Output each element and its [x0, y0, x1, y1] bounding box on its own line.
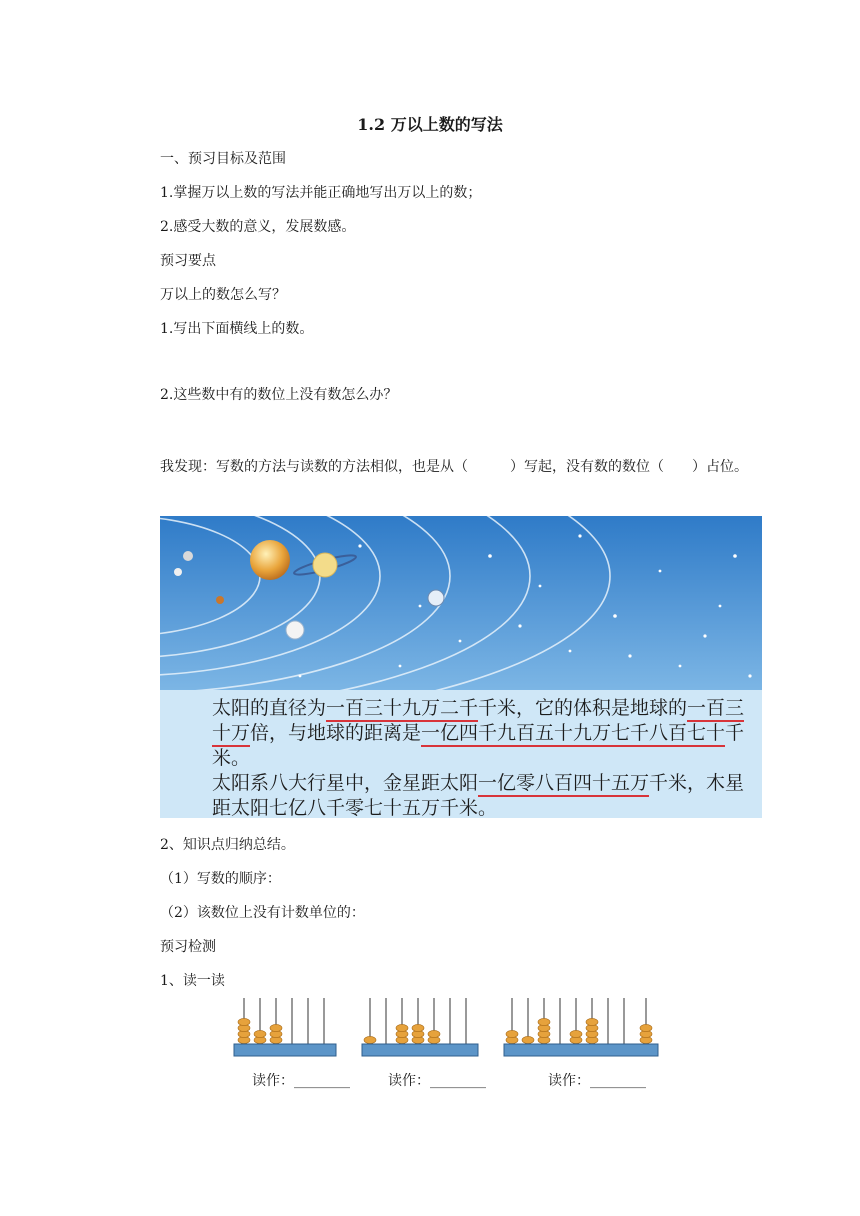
discovery-paragraph	[130, 450, 750, 484]
sun-distance-number: 一亿四千九百五十九万七千八百七十	[421, 722, 725, 747]
section-heading-keypoints: 预习要点	[160, 253, 216, 269]
summary-item-1: （1）写数的顺序：	[160, 871, 281, 887]
solar-system-figure	[160, 516, 762, 818]
check-heading: 预习检测	[160, 939, 216, 955]
check-item-1: 1、读一读	[160, 973, 225, 989]
read-answer-3: 读作：________	[548, 1073, 646, 1089]
goal-item-2: 2.感受大数的意义，发展数感。	[160, 219, 356, 235]
banner-text-part: 太阳系八大行星中，金星距太阳	[212, 772, 479, 794]
summary-heading: 2、知识点归纳总结。	[160, 837, 295, 853]
saturn-icon	[313, 553, 337, 577]
banner-text-part: 千米。	[212, 722, 745, 769]
question-1: 1.写出下面横线上的数。	[160, 321, 314, 337]
abacus-2-icon	[360, 994, 480, 1058]
venus-distance-number: 一亿零八百四十五万	[478, 772, 649, 797]
solar-system-text	[174, 696, 754, 818]
read-answer-2: 读作：________	[388, 1073, 486, 1089]
planet-small-icon	[183, 551, 193, 561]
summary-item-2: （2）该数位上没有计数单位的：	[160, 905, 365, 921]
abacus-1-icon	[232, 994, 338, 1058]
banner-text-part: 千米。	[440, 797, 498, 818]
jupiter-icon	[250, 540, 290, 580]
sun-volume-number: 一百三十万	[212, 697, 744, 747]
jupiter-distance-number: 七亿八千零七十五万	[269, 797, 440, 818]
sun-diameter-number: 一百三十九万二千	[326, 697, 478, 722]
page-title: 1.2 万以上数的写法	[357, 115, 503, 134]
section-heading-goals: 一、预习目标及范围	[160, 151, 286, 167]
read-answer-1: 读作：________	[252, 1073, 350, 1089]
abacus-3-icon	[502, 994, 660, 1058]
discovery-text: 我发现：写数的方法与读数的方法相似，也是从（ ）写起，没有数的数位（ ）占位。	[160, 459, 748, 475]
question-main: 万以上的数怎么写？	[160, 287, 286, 303]
goal-item-1: 1.掌握万以上数的写法并能正确地写出万以上的数；	[160, 185, 482, 201]
banner-text-part: 千米，木星距太阳	[212, 772, 745, 818]
banner-text-part: 太阳的直径为	[212, 697, 327, 719]
banner-text-part: 千米，它的体积是地球的	[478, 697, 688, 719]
question-2: 2.这些数中有的数位上没有数怎么办？	[160, 387, 398, 403]
banner-text-part: 倍，与地球的距离是	[250, 722, 422, 744]
